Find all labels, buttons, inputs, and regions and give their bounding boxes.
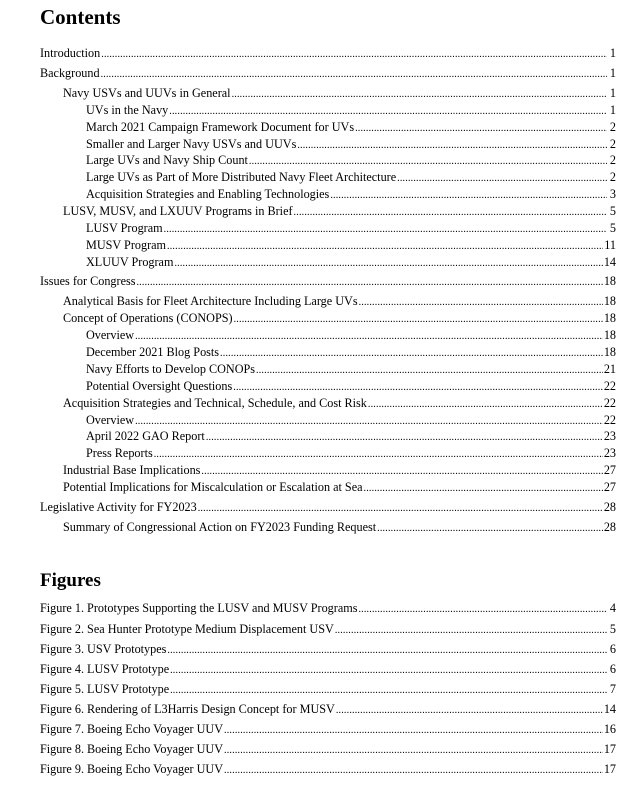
figure-entry-9[interactable] xyxy=(40,761,616,778)
toc-entry-page: 23 xyxy=(603,429,616,443)
toc-entry-title: Overview xyxy=(86,413,135,427)
toc-entry-introduction[interactable] xyxy=(40,45,616,62)
dot-leader xyxy=(135,328,603,345)
toc-entry-page: 1 xyxy=(609,103,616,117)
figures-heading: Figures xyxy=(40,570,101,591)
toc-entry-legislative-activity[interactable] xyxy=(40,499,616,516)
contents-heading: Contents xyxy=(40,5,121,29)
dot-leader xyxy=(101,66,607,83)
toc-entry-page: 22 xyxy=(603,396,616,410)
toc-entry-title: Industrial Base Implications xyxy=(63,463,201,477)
toc-entry-campaign-framework[interactable] xyxy=(40,119,616,136)
figure-entry-1[interactable] xyxy=(40,600,616,617)
toc-entry-congressional-action[interactable] xyxy=(40,519,616,536)
toc-entry-title: Acquisition Strategies and Enabling Technologies xyxy=(86,187,330,201)
toc-entry-navy-usvs-uuvs[interactable] xyxy=(40,85,616,102)
dot-leader xyxy=(170,682,607,699)
toc-entry-page: 18 xyxy=(603,294,616,308)
dot-leader xyxy=(170,662,607,679)
dot-leader xyxy=(224,722,603,739)
dot-leader xyxy=(355,120,607,137)
toc-entry-page: 2 xyxy=(609,137,616,151)
toc-entry-page: 1 xyxy=(609,86,616,100)
toc-entry-page: 14 xyxy=(603,255,616,269)
toc-entry-title: LUSV Program xyxy=(86,221,163,235)
toc-entry-navy-efforts[interactable] xyxy=(40,361,616,378)
toc-entry-background[interactable] xyxy=(40,65,616,82)
toc-entry-title: Analytical Basis for Fleet Architecture Including Large UVs xyxy=(63,294,358,308)
toc-entry-blog-posts[interactable] xyxy=(40,344,616,361)
toc-entry-page: 1 xyxy=(609,66,616,80)
figure-entry-title: Figure 1. Prototypes Supporting the LUSV and MUSV Programs xyxy=(40,601,358,615)
dot-leader xyxy=(220,345,603,362)
dot-leader xyxy=(397,170,607,187)
figure-entry-title: Figure 4. LUSV Prototype xyxy=(40,662,170,676)
toc-entry-xluuv-program[interactable] xyxy=(40,254,616,271)
toc-entry-title: Overview xyxy=(86,328,135,342)
figure-entry-title: Figure 7. Boeing Echo Voyager UUV xyxy=(40,722,224,736)
figure-entry-title: Figure 9. Boeing Echo Voyager UUV xyxy=(40,762,224,776)
toc-entry-page: 22 xyxy=(603,413,616,427)
toc-entry-page: 22 xyxy=(603,379,616,393)
figure-entry-2[interactable] xyxy=(40,621,616,638)
toc-entry-lusv-program[interactable] xyxy=(40,220,616,237)
toc-entry-title: Press Reports xyxy=(86,446,153,460)
figure-entry-3[interactable] xyxy=(40,641,616,658)
dot-leader xyxy=(359,294,603,311)
toc-entry-ship-count[interactable] xyxy=(40,152,616,169)
toc-entry-press-reports[interactable] xyxy=(40,445,616,462)
figure-entry-6[interactable] xyxy=(40,701,616,718)
toc-entry-page: 23 xyxy=(603,446,616,460)
dot-leader xyxy=(224,742,603,759)
figure-entry-5[interactable] xyxy=(40,681,616,698)
toc-entry-title: MUSV Program xyxy=(86,238,167,252)
dot-leader xyxy=(249,153,607,170)
toc-entry-page: 18 xyxy=(603,311,616,325)
figure-entry-page: 16 xyxy=(603,722,616,736)
figure-entry-page: 5 xyxy=(609,622,616,636)
toc-entry-smaller-larger[interactable] xyxy=(40,136,616,153)
toc-entry-page: 2 xyxy=(609,153,616,167)
toc-entry-programs-in-brief[interactable] xyxy=(40,203,616,220)
figure-entry-page: 17 xyxy=(603,742,616,756)
dot-leader xyxy=(154,446,603,463)
dot-leader xyxy=(167,642,607,659)
toc-entry-page: 5 xyxy=(609,221,616,235)
figure-entry-page: 6 xyxy=(609,642,616,656)
toc-entry-page: 11 xyxy=(604,238,616,252)
figure-entry-title: Figure 6. Rendering of L3Harris Design Concept for MUSV xyxy=(40,702,335,716)
toc-entry-title: Large UVs and Navy Ship Count xyxy=(86,153,248,167)
toc-entry-page: 2 xyxy=(609,170,616,184)
toc-entry-page: 2 xyxy=(609,120,616,134)
toc-entry-fleet-architecture[interactable] xyxy=(40,169,616,186)
figure-entry-page: 6 xyxy=(609,662,616,676)
toc-entry-title: LUSV, MUSV, and LXUUV Programs in Brief xyxy=(63,204,293,218)
toc-entry-page: 1 xyxy=(609,46,616,60)
dot-leader xyxy=(256,362,603,379)
toc-entry-analytical-basis[interactable] xyxy=(40,293,616,310)
toc-entry-page: 18 xyxy=(603,274,616,288)
figure-entry-title: Figure 5. LUSV Prototype xyxy=(40,682,170,696)
dot-leader xyxy=(232,86,607,103)
dot-leader xyxy=(101,46,607,63)
figure-entry-title: Figure 8. Boeing Echo Voyager UUV xyxy=(40,742,224,756)
dot-leader xyxy=(368,396,603,413)
toc-entry-title: Background xyxy=(40,66,100,80)
toc-entry-acquisition-strategies[interactable] xyxy=(40,186,616,203)
figure-entry-page: 7 xyxy=(609,682,616,696)
dot-leader xyxy=(335,622,607,639)
toc-entry-conops[interactable] xyxy=(40,310,616,327)
toc-entry-title: Potential Oversight Questions xyxy=(86,379,233,393)
toc-entry-miscalculation[interactable] xyxy=(40,479,616,496)
figure-entry-title: Figure 2. Sea Hunter Prototype Medium Displacement USV xyxy=(40,622,334,636)
dot-leader xyxy=(136,274,602,291)
toc-entry-oversight-questions[interactable] xyxy=(40,378,616,395)
toc-entry-title: Large UVs as Part of More Distributed Navy Fleet Architecture xyxy=(86,170,397,184)
dot-leader xyxy=(167,238,603,255)
dot-leader xyxy=(201,463,602,480)
figure-entry-8[interactable] xyxy=(40,741,616,758)
figure-entry-page: 14 xyxy=(603,702,616,716)
toc-entry-gao-report[interactable] xyxy=(40,428,616,445)
toc-entry-title: Issues for Congress xyxy=(40,274,136,288)
toc-entry-page: 3 xyxy=(609,187,616,201)
toc-entry-acquisition-risk[interactable] xyxy=(40,395,616,412)
toc-entry-title: Acquisition Strategies and Technical, Schedule, and Cost Risk xyxy=(63,396,367,410)
toc-entry-page: 18 xyxy=(603,345,616,359)
dot-leader xyxy=(169,103,607,120)
dot-leader xyxy=(336,702,603,719)
toc-entry-title: Legislative Activity for FY2023 xyxy=(40,500,197,514)
toc-entry-title: Smaller and Larger Navy USVs and UUVs xyxy=(86,137,297,151)
toc-entry-uvs-in-navy[interactable] xyxy=(40,102,616,119)
toc-entry-title: December 2021 Blog Posts xyxy=(86,345,220,359)
toc-entry-title: March 2021 Campaign Framework Document for UVs xyxy=(86,120,355,134)
toc-entry-title: Navy USVs and UUVs in General xyxy=(63,86,231,100)
toc-entry-page: 27 xyxy=(603,480,616,494)
dot-leader xyxy=(234,311,603,328)
toc-entry-issues-for-congress[interactable] xyxy=(40,273,616,290)
dot-leader xyxy=(174,255,602,272)
toc-entry-title: Navy Efforts to Develop CONOPs xyxy=(86,362,256,376)
figure-entry-title: Figure 3. USV Prototypes xyxy=(40,642,167,656)
figure-entry-page: 17 xyxy=(603,762,616,776)
dot-leader xyxy=(206,429,603,446)
dot-leader xyxy=(330,187,607,204)
dot-leader xyxy=(164,221,607,238)
toc-entry-page: 27 xyxy=(603,463,616,477)
figure-entry-7[interactable] xyxy=(40,721,616,738)
toc-entry-title: Concept of Operations (CONOPS) xyxy=(63,311,233,325)
figure-entry-page: 4 xyxy=(609,601,616,615)
toc-entry-page: 5 xyxy=(609,204,616,218)
toc-entry-title: UVs in the Navy xyxy=(86,103,169,117)
toc-entry-acquisition-overview[interactable] xyxy=(40,412,616,429)
toc-entry-musv-program[interactable] xyxy=(40,237,616,254)
toc-entry-title: XLUUV Program xyxy=(86,255,174,269)
dot-leader xyxy=(294,204,607,221)
toc-entry-page: 21 xyxy=(603,362,616,376)
dot-leader xyxy=(198,500,603,517)
toc-entry-page: 28 xyxy=(603,500,616,514)
toc-entry-title: Introduction xyxy=(40,46,101,60)
dot-leader xyxy=(233,379,603,396)
toc-entry-title: Summary of Congressional Action on FY2023 Funding Request xyxy=(63,520,377,534)
toc-entry-title: April 2022 GAO Report xyxy=(86,429,205,443)
toc-entry-title: Potential Implications for Miscalculation or Escalation at Sea xyxy=(63,480,363,494)
toc-entry-conops-overview[interactable] xyxy=(40,327,616,344)
dot-leader xyxy=(224,762,603,779)
figure-entry-4[interactable] xyxy=(40,661,616,678)
dot-leader xyxy=(358,601,607,618)
dot-leader xyxy=(377,520,603,537)
toc-entry-industrial-base[interactable] xyxy=(40,462,616,479)
toc-entry-page: 28 xyxy=(603,520,616,534)
toc-entry-page: 18 xyxy=(603,328,616,342)
dot-leader xyxy=(364,480,603,497)
